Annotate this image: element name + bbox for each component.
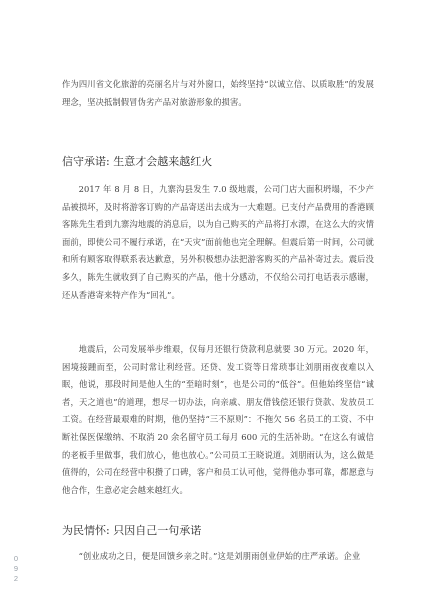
page-number-digit: 2 bbox=[13, 574, 19, 583]
intro-paragraph: 作为四川省文化旅游的亮丽名片与对外窗口，始终坚持“以诚立信、以质取胜”的发展理念，坚决抵制假冒伪劣产品对旅游形象的损害。 bbox=[62, 79, 374, 107]
page-number bbox=[12, 554, 20, 584]
page-number-digit: 9 bbox=[13, 564, 19, 573]
paragraph-founding-promise: “创业成功之日，便是回馈乡亲之时。”这是刘朋雨创业伊始的庄严承诺。企业 bbox=[78, 551, 361, 561]
paragraph-earthquake-story: 2017 年 8 月 8 日，九寨沟县发生 7.0 级地震，公司门店大面积坍塌，不少产品被损坏，及时将游客订购的产品寄送出去成为一大难题。已支付产品费用的香港顾客陈先生看到九寨沟地震的消息后，以为自己购买的产品将打水漂，在这么大的灾情面前，即使公司不履行承诺，在“天灾”面前他也完全理解。但震后第一时间，公司就和所有顾客取得联系表达歉意，另外积极想办法把游客购买的产品补寄过去。震后没多久，陈先生就收到了自己购买的产品，他十分感动，不仅给公司打电话表示感谢，还从香港寄来特产作为“回礼”。 bbox=[62, 184, 374, 300]
section-heading-integrity: 信守承诺: 生意才会越来越红火 bbox=[62, 155, 213, 168]
page-number-digit: 0 bbox=[13, 554, 19, 563]
paragraph-hard-times: 地震后，公司发展举步维艰，仅每月还银行贷款利息就要 30 万元。2020 年，困境接踵而至，公司时常让利经营。还贷、发工资等日常琐事让刘朋雨夜夜难以入眠，他说，那段时间是他人生的“至暗时刻”，也是公司的“低谷”。但他始终坚信“诚者，天之道也”的道理，想尽一切办法，向亲戚、朋友借钱偿还银行贷款、发放员工工资。在经营最艰难的时期，他仍坚持“三不原则”：不拖欠 56 名员工的工资、不中断社保医保缴纳、不取消 20 余名留守员工每月 600 元的生活补助。“在这么有诚信的老板手里做事，我们放心，他也放心。”公司员工王晓说道。刘朋雨认为，这么做是值得的，公司在经营中积攒了口碑，客户和员工认可他，觉得他办事可靠，都愿意与他合作，生意必定会越来越红火。 bbox=[62, 344, 374, 495]
section-heading-commitment: 为民情怀: 只因自己一句承诺 bbox=[62, 524, 202, 537]
